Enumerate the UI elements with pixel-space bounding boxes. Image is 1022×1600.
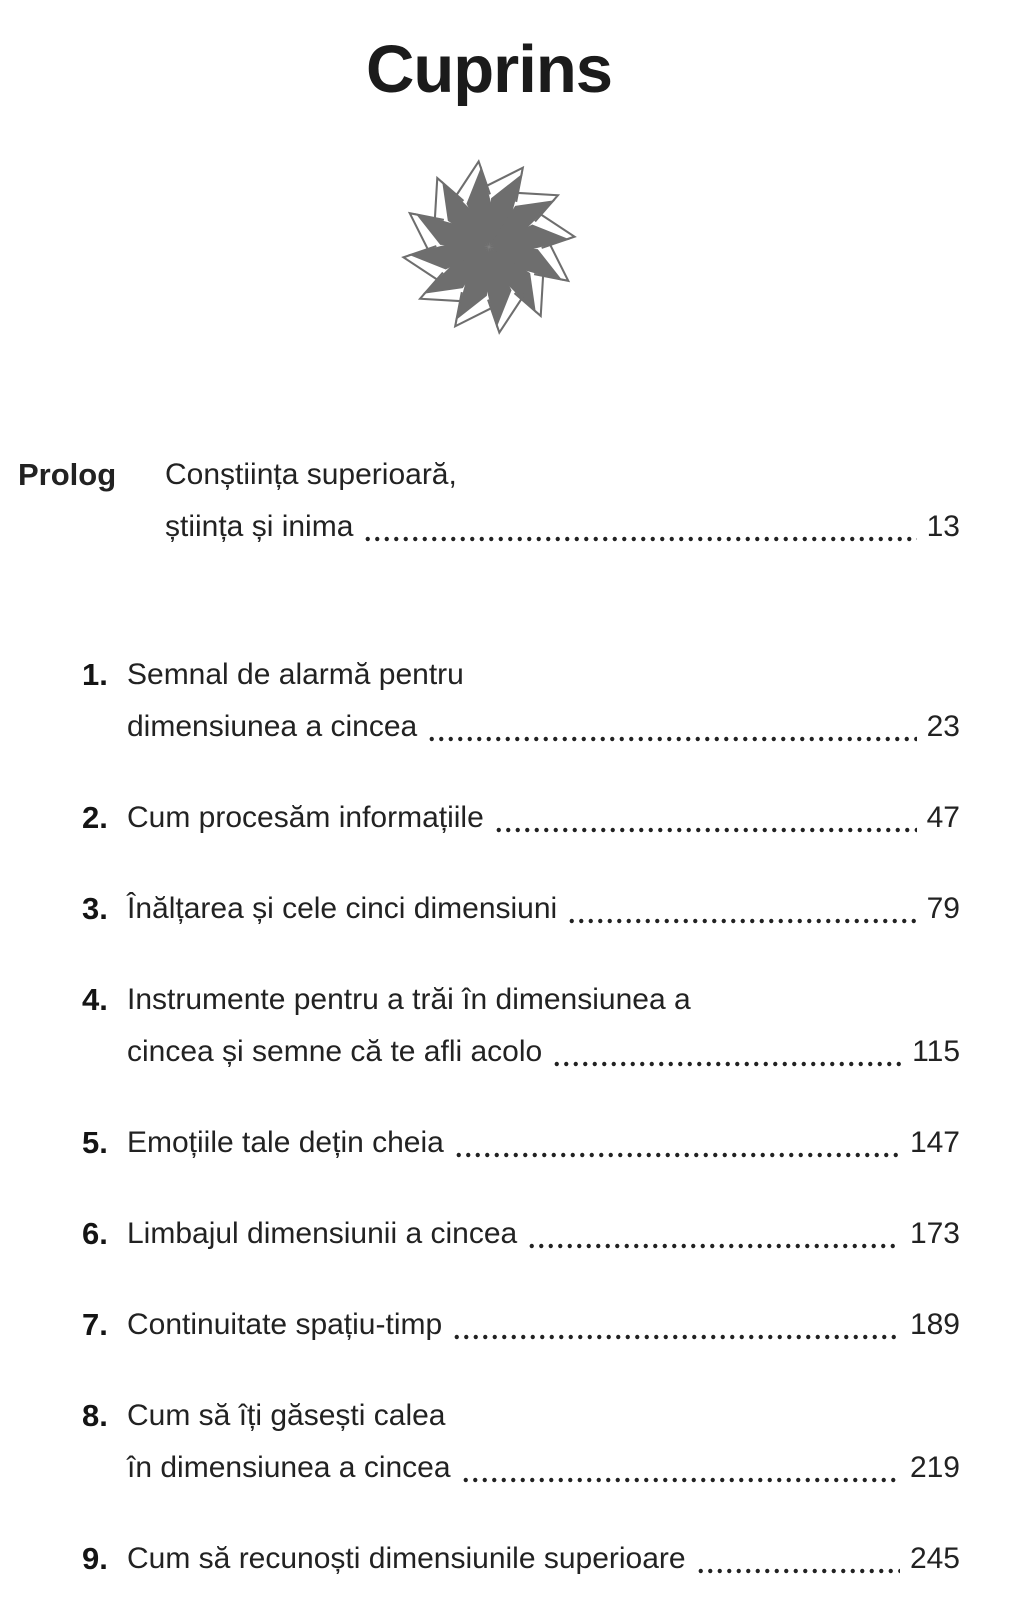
page-number: 115	[912, 1035, 960, 1068]
page-number: 79	[926, 892, 960, 925]
entry-line	[127, 792, 960, 844]
toc-entry	[18, 1208, 960, 1260]
entry-title: în dimensiunea a cincea	[127, 1451, 451, 1484]
chapter-number: 9.	[82, 1541, 108, 1576]
page-number: 219	[909, 1451, 960, 1484]
toc-entry	[18, 649, 960, 753]
entry-line	[127, 649, 960, 701]
prolog-body	[165, 449, 960, 553]
dot-leader	[363, 501, 916, 553]
prolog-label: Prolog	[18, 457, 117, 492]
chapter-number: 4.	[82, 982, 108, 1017]
dot-leader	[427, 701, 916, 753]
chapter-list	[18, 649, 960, 1585]
chapter-number: 3.	[82, 891, 108, 926]
chapter-number: 5.	[82, 1125, 108, 1160]
entry-title: Semnal de alarmă pentru	[127, 658, 464, 691]
entry-line	[127, 1117, 960, 1169]
dot-leader	[696, 1533, 900, 1585]
page-number: 13	[926, 510, 960, 543]
page-number: 189	[909, 1308, 960, 1341]
entry-body	[127, 883, 960, 935]
dot-leader	[452, 1299, 900, 1351]
entry-line	[127, 1442, 960, 1494]
dot-leader	[701, 974, 950, 1026]
dot-leader	[455, 1390, 950, 1442]
entry-title: Continuitate spațiu-timp	[127, 1308, 443, 1341]
entry-title: dimensiunea a cincea	[127, 710, 418, 743]
toc-entry	[18, 1117, 960, 1169]
entry-title: cincea și semne că te afli acolo	[127, 1035, 543, 1068]
entry-line	[127, 1299, 960, 1351]
dot-leader	[527, 1208, 900, 1260]
page-title: Cuprins	[365, 32, 613, 107]
entry-body	[127, 1299, 960, 1351]
entry-line	[127, 974, 960, 1026]
entry-body	[127, 1208, 960, 1260]
entry-line	[165, 501, 960, 553]
chapter-number: 2.	[82, 800, 108, 835]
entry-title: știința și inima	[165, 510, 354, 543]
page-number: 173	[909, 1217, 960, 1250]
entry-title: Cum procesăm informațiile	[127, 801, 484, 834]
entry-title: Limbajul dimensiunii a cincea	[127, 1217, 518, 1250]
entry-body	[127, 792, 960, 844]
pinwheel-star-ornament-icon	[395, 153, 583, 341]
entry-line	[127, 1390, 960, 1442]
page-number: 47	[926, 801, 960, 834]
chapter-number: 7.	[82, 1307, 108, 1342]
chapter-number: 6.	[82, 1216, 108, 1251]
chapter-number: 1.	[82, 657, 108, 692]
table-of-contents	[18, 449, 960, 1585]
dot-leader	[474, 649, 950, 701]
toc-entry-prolog	[18, 449, 960, 553]
entry-line	[127, 1533, 960, 1585]
entry-title: Emoțiile tale dețin cheia	[127, 1126, 444, 1159]
toc-entry	[18, 792, 960, 844]
dot-leader	[454, 1117, 900, 1169]
entry-line	[127, 883, 960, 935]
entry-body	[127, 1390, 960, 1494]
entry-title: Conștiința superioară,	[165, 458, 457, 491]
page-number: 147	[909, 1126, 960, 1159]
dot-leader	[461, 1442, 900, 1494]
toc-entry	[18, 1299, 960, 1351]
entry-title: Cum să recunoști dimensiunile superioare	[127, 1542, 686, 1575]
entry-body	[127, 1117, 960, 1169]
entry-line	[127, 1026, 960, 1078]
entry-line	[127, 701, 960, 753]
chapter-number: 8.	[82, 1398, 108, 1433]
toc-entry	[18, 883, 960, 935]
entry-line	[165, 449, 960, 501]
entry-title: Instrumente pentru a trăi în dimensiunea a	[127, 983, 691, 1016]
entry-title: Înălțarea și cele cinci dimensiuni	[127, 892, 558, 925]
page-number: 245	[909, 1542, 960, 1575]
page-number: 23	[926, 710, 960, 743]
dot-leader	[494, 792, 917, 844]
entry-body	[127, 974, 960, 1078]
toc-entry	[18, 974, 960, 1078]
entry-title: Cum să îți găsești calea	[127, 1399, 446, 1432]
entry-body	[127, 649, 960, 753]
entry-line	[127, 1208, 960, 1260]
ornament-container	[18, 153, 960, 343]
entry-body	[127, 1533, 960, 1585]
toc-entry	[18, 1390, 960, 1494]
dot-leader	[567, 883, 916, 935]
dot-leader	[552, 1026, 902, 1078]
toc-entry	[18, 1533, 960, 1585]
